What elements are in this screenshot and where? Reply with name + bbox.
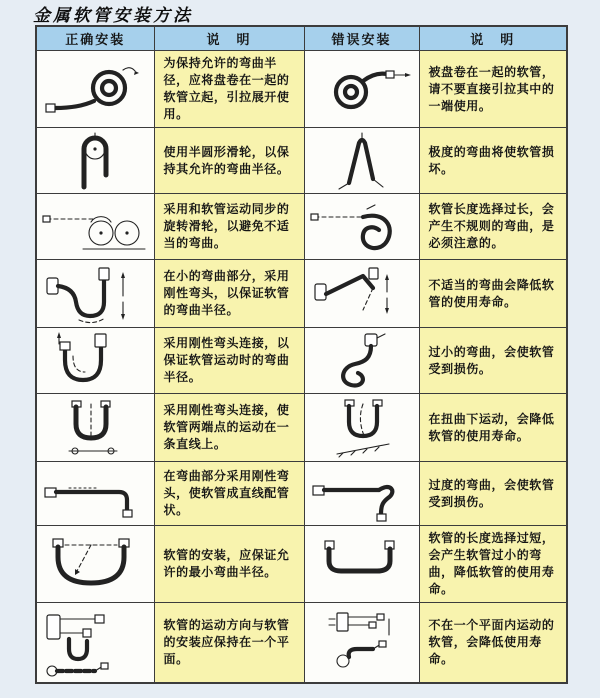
hose-folded-extremely-icon — [304, 128, 419, 194]
straight-piping-with-rigid-elbow-icon — [36, 462, 154, 526]
note-text: 软管的运动方向与软管的安装应保持在一个平面。 — [154, 603, 304, 683]
rigid-elbow-at-small-bend-icon — [36, 260, 154, 328]
note-text: 过小的弯曲，会使软管受到损伤。 — [419, 328, 567, 394]
note-text: 在扭曲下运动，会降低软管的使用寿命。 — [419, 394, 567, 462]
overlong-hose-irregular-loop-icon — [304, 194, 419, 260]
note-text: 软管的安装，应保证允许的最小弯曲半径。 — [154, 526, 304, 603]
note-text: 使用半圆形滑轮，以保持其允许的弯曲半径。 — [154, 128, 304, 194]
hoses-moving-out-of-plane-icon — [304, 603, 419, 683]
improper-sharp-angle-bend-icon — [304, 260, 419, 328]
hose-motion-kept-in-one-plane-icon — [36, 603, 154, 683]
u-hose-moving-under-twist-icon — [304, 394, 419, 462]
table-row — [36, 194, 567, 260]
note-text: 软管长度选择过长，会产生不规则的弯曲，是必须注意的。 — [419, 194, 567, 260]
too-short-hose-flattened-u-icon — [304, 526, 419, 603]
page-title: 金属软管安装方法 — [33, 6, 193, 26]
installation-table — [35, 25, 568, 684]
note-text: 在弯曲部分采用刚性弯头，使软管成直线配管状。 — [154, 462, 304, 526]
header-row — [36, 26, 567, 51]
header-explanation-left: 说 明 — [154, 26, 304, 51]
rigid-elbow-connection-moving-hose-icon — [36, 328, 154, 394]
note-text: 不在一个平面内运动的软管，会降低使用寿命。 — [419, 603, 567, 683]
header-wrong-install: 错误安装 — [304, 26, 419, 51]
table-row — [36, 603, 567, 683]
note-text: 被盘卷在一起的软管，请不要直接引拉其中的一端使用。 — [419, 51, 567, 128]
table-row — [36, 462, 567, 526]
note-text: 采用刚性弯头连接，使软管两端点的运动在一条直线上。 — [154, 394, 304, 462]
table-row — [36, 394, 567, 462]
hose-over-semicircular-pulley-icon — [36, 128, 154, 194]
overbent-loop-at-corner-icon — [304, 462, 419, 526]
table-row — [36, 526, 567, 603]
note-text: 为保持允许的弯曲半径，应将盘卷在一起的软管立起，引拉展开使用。 — [154, 51, 304, 128]
u-hose-ends-moving-in-line-icon — [36, 394, 154, 462]
u-hose-minimum-bend-radius-icon — [36, 526, 154, 603]
table-row — [36, 260, 567, 328]
note-text: 在小的弯曲部分，采用刚性弯头，以保证软管的弯曲半径。 — [154, 260, 304, 328]
table-row — [36, 328, 567, 394]
header-explanation-right: 说 明 — [419, 26, 567, 51]
note-text: 采用和软管运动同步的旋转滑轮，以避免不适当的弯曲。 — [154, 194, 304, 260]
note-text: 不适当的弯曲会降低软管的使用寿命。 — [419, 260, 567, 328]
table-row — [36, 51, 567, 128]
too-small-bend-hook-icon — [304, 328, 419, 394]
header-correct-install: 正确安装 — [36, 26, 154, 51]
hose-on-synchronized-rotating-pulleys-icon — [36, 194, 154, 260]
note-text: 采用刚性弯头连接，以保证软管运动时的弯曲半径。 — [154, 328, 304, 394]
coiled-hose-end-pulled-directly-icon — [304, 51, 419, 128]
coiled-hose-stood-up-and-unrolled-icon — [36, 51, 154, 128]
note-text: 软管的长度选择过短，会产生软管过小的弯曲，降低软管的使用寿命。 — [419, 526, 567, 603]
note-text: 极度的弯曲将使软管损坏。 — [419, 128, 567, 194]
table-row — [36, 128, 567, 194]
note-text: 过度的弯曲，会使软管受到损伤。 — [419, 462, 567, 526]
